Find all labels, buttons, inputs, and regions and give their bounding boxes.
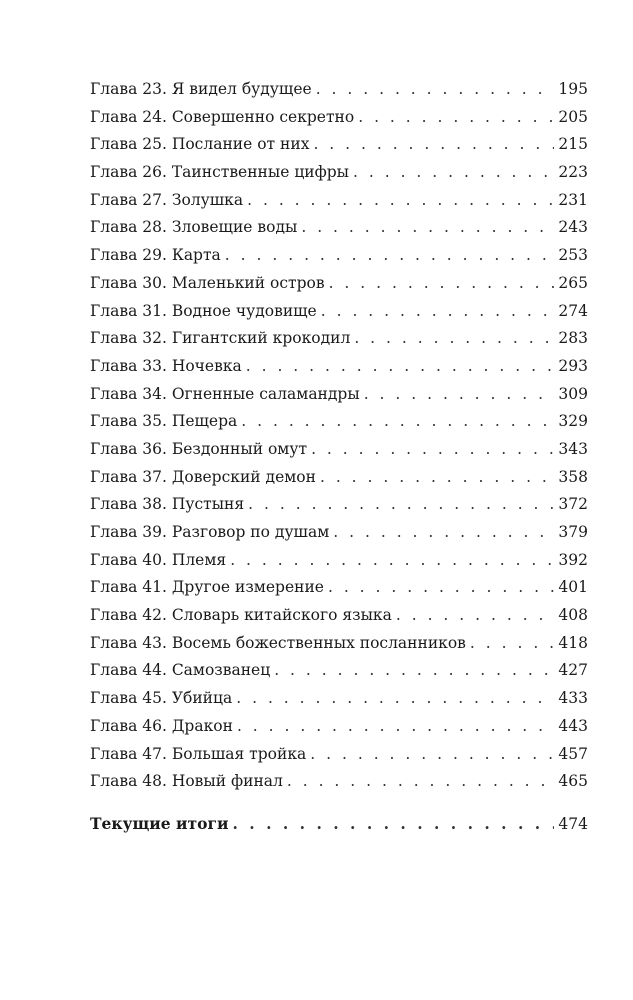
toc-summary-entry	[90, 814, 588, 842]
toc-entry-page: 372	[558, 495, 588, 514]
toc-entry-title: Глава 32. Гигантский крокодил	[90, 329, 351, 348]
toc-entry-26	[90, 163, 588, 191]
toc-entry-title: Глава 48. Новый финал	[90, 772, 283, 791]
toc-entry-page: 433	[558, 689, 588, 708]
toc-entry-title: Глава 25. Послание от них	[90, 135, 310, 154]
dot-leader	[311, 440, 554, 458]
toc-entry-page: 392	[558, 550, 588, 569]
toc-entry-page: 265	[558, 273, 588, 292]
toc-entry-42	[90, 606, 588, 634]
toc-entry-title: Глава 27. Золушка	[90, 190, 244, 209]
dot-leader	[313, 135, 554, 153]
toc-entry-title: Глава 33. Ночевка	[90, 356, 242, 375]
dot-leader	[354, 329, 554, 347]
toc-entry-title: Глава 28. Зловещие воды	[90, 218, 298, 237]
dot-leader	[333, 523, 554, 541]
toc-entry-page: 274	[558, 301, 588, 320]
toc-entry-32	[90, 329, 588, 357]
dot-leader	[329, 274, 555, 292]
toc-entry-37	[90, 468, 588, 496]
toc-entry-page: 401	[558, 578, 588, 597]
toc-entry-page: 329	[558, 412, 588, 431]
toc-entry-30	[90, 274, 588, 302]
dot-leader	[353, 163, 554, 181]
toc-entry-page: 205	[558, 107, 588, 126]
toc-entry-title: Глава 29. Карта	[90, 246, 221, 265]
toc-entry-page: 195	[558, 80, 588, 98]
toc-entry-34	[90, 385, 588, 413]
toc-entry-38	[90, 495, 588, 523]
toc-entry-24	[90, 108, 588, 136]
toc-entry-23	[90, 80, 588, 108]
toc-entry-title: Глава 31. Водное чудовище	[90, 301, 317, 320]
dot-leader	[316, 80, 555, 98]
toc-entry-page: 243	[558, 218, 588, 237]
dot-leader	[364, 385, 555, 403]
toc-entry-43	[90, 634, 588, 662]
dot-leader	[274, 661, 554, 679]
toc-entry-title: Глава 23. Я видел будущее	[90, 80, 312, 98]
toc-entry-29	[90, 246, 588, 274]
dot-leader	[328, 578, 554, 596]
dot-leader	[247, 191, 554, 209]
toc-entry-title: Глава 36. Бездонный омут	[90, 439, 308, 458]
toc-entry-40	[90, 551, 588, 579]
dot-leader	[236, 689, 554, 707]
table-of-contents	[90, 80, 588, 842]
dot-leader	[310, 745, 554, 763]
toc-entry-page: 223	[558, 163, 588, 182]
toc-entry-title: Глава 30. Маленький остров	[90, 273, 325, 292]
toc-summary-page: 474	[558, 814, 588, 833]
toc-entry-page: 283	[558, 329, 588, 348]
dot-leader	[225, 246, 555, 264]
toc-entry-title: Глава 43. Восемь божественных посланников	[90, 633, 466, 652]
toc-entry-page: 215	[558, 135, 588, 154]
toc-entry-title: Глава 44. Самозванец	[90, 661, 271, 680]
dot-leader	[396, 606, 555, 624]
toc-entry-27	[90, 191, 588, 219]
dot-leader	[241, 412, 554, 430]
toc-entry-25	[90, 135, 588, 163]
toc-entry-title: Глава 38. Пустыня	[90, 495, 245, 514]
toc-entry-page: 358	[558, 467, 588, 486]
toc-summary-title: Текущие итоги	[90, 813, 229, 833]
toc-entry-title: Глава 34. Огненные саламандры	[90, 384, 360, 403]
toc-entry-36	[90, 440, 588, 468]
toc-entry-title: Глава 35. Пещера	[90, 412, 238, 431]
dot-leader	[470, 634, 555, 652]
toc-entry-33	[90, 357, 588, 385]
toc-entry-48	[90, 772, 588, 800]
toc-entry-title: Глава 39. Разговор по душам	[90, 523, 330, 541]
dot-leader	[301, 218, 554, 236]
toc-entry-title: Глава 47. Большая тройка	[90, 744, 307, 763]
toc-entry-page: 231	[558, 190, 588, 209]
toc-entry-title: Глава 37. Доверский демон	[90, 467, 316, 486]
toc-entry-page: 457	[558, 744, 588, 763]
dot-leader	[248, 495, 554, 513]
toc-entry-title: Глава 26. Таинственные цифры	[90, 163, 350, 182]
dot-leader	[237, 717, 554, 735]
toc-entry-page: 418	[558, 633, 588, 652]
toc-entry-39	[90, 523, 588, 551]
toc-entry-31	[90, 302, 588, 330]
dot-leader	[230, 551, 554, 569]
toc-entry-35	[90, 412, 588, 440]
dot-leader	[321, 302, 555, 320]
toc-entry-46	[90, 717, 588, 745]
toc-entry-page: 427	[558, 661, 588, 680]
toc-entry-title: Глава 40. Племя	[90, 550, 227, 569]
toc-entry-45	[90, 689, 588, 717]
toc-entry-41	[90, 578, 588, 606]
toc-entry-page: 293	[558, 356, 588, 375]
toc-entry-28	[90, 218, 588, 246]
dot-leader	[287, 772, 555, 790]
dot-leader	[358, 108, 554, 126]
toc-entry-44	[90, 661, 588, 689]
toc-entry-page: 343	[558, 439, 588, 458]
toc-entry-title: Глава 45. Убийца	[90, 689, 233, 708]
dot-leader	[232, 814, 554, 833]
toc-entry-page: 379	[558, 523, 588, 541]
toc-entry-title: Глава 46. Дракон	[90, 716, 233, 735]
toc-entry-page: 465	[558, 772, 588, 791]
toc-entry-page: 253	[558, 246, 588, 265]
dot-leader	[246, 357, 555, 375]
toc-entry-page: 309	[558, 384, 588, 403]
toc-entry-title: Глава 42. Словарь китайского языка	[90, 606, 392, 625]
toc-entry-page: 443	[558, 716, 588, 735]
toc-entry-page: 408	[558, 606, 588, 625]
toc-entry-title: Глава 41. Другое измерение	[90, 578, 324, 597]
toc-entry-title: Глава 24. Совершенно секретно	[90, 107, 355, 126]
toc-entry-47	[90, 745, 588, 773]
dot-leader	[320, 468, 554, 486]
